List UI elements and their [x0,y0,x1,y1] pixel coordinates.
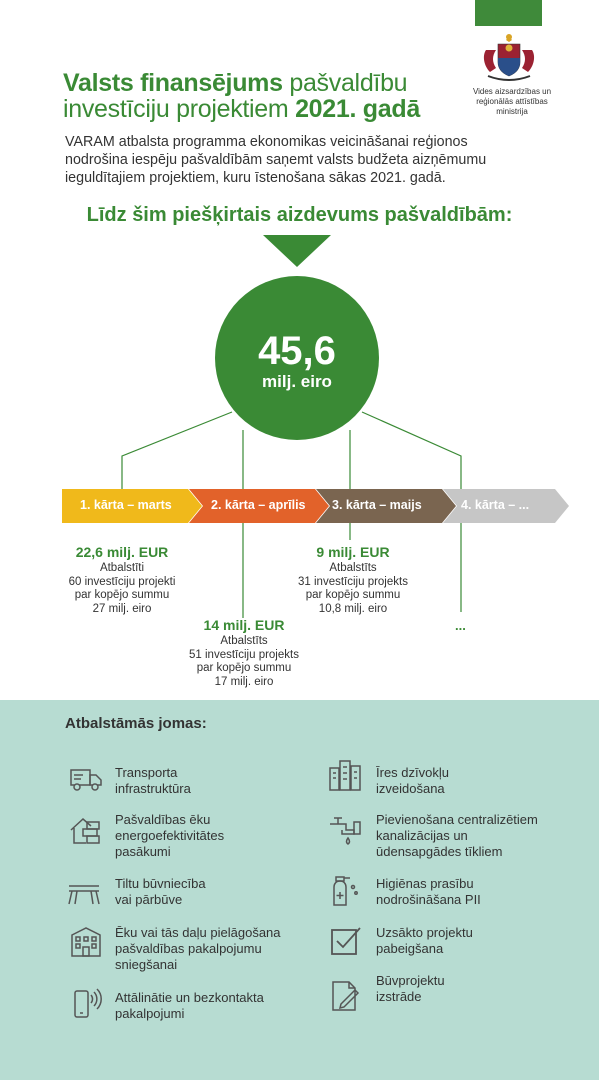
loan-heading: Līdz šim piešķirtais aizdevums pašvaldībām: [86,204,513,226]
document-pencil-icon [329,978,363,1012]
round-1-label: 1. kārta – marts [80,498,172,512]
area-completion-line-2: pabeigšana [376,941,444,956]
area-water-line-3: ūdensapgādes tīkliem [376,844,503,859]
area-water-line-1: Pievienošana centralizētiem [376,812,538,827]
area-completion-line-1: Uzsākto projektu [376,925,473,940]
area-design-line-2: izstrāde [376,989,422,1004]
round-3-desc-3: par kopējo summu [305,589,401,601]
area-transport-line-1: Transporta [115,765,178,780]
area-transport [115,765,191,797]
title-bold-2: 2021. gadā [295,95,420,123]
truck-icon [69,762,103,796]
area-design-line-1: Būvprojektu [376,973,445,988]
round-1-desc-4: 27 milj. eiro [92,602,152,615]
water-tap-icon [328,812,362,846]
area-rental-housing [376,765,449,797]
ministry-line-1: Vides aizsardzības un [472,87,552,96]
title-rest-2: investīciju projektiem [63,95,296,123]
area-building-line-3: sniegšanai [115,957,178,972]
area-bridges-line-1: Tiltu būvniecība [115,876,206,891]
ministry-line-2: reģionālās attīstības [476,97,548,106]
round-4-ellipsis: ... [455,618,466,633]
title-bold-1: Valsts finansējums [63,69,283,97]
round-2-details [164,617,324,689]
sanitizer-bottle-icon [328,873,362,907]
round-1-amount: 22,6 milj. EUR [75,544,169,560]
round-3-amount: 9 milj. EUR [316,544,390,560]
area-hygiene-line-1: Higiēnas prasību [376,876,474,891]
intro-line-2: nodrošina iespēju pašvaldībām saņemt valsts budžeta aizņēmumu [65,152,487,168]
area-building-line-1: Ēku vai tās daļu pielāgošana [115,925,281,940]
round-2-desc-1: Atbalstīts [220,635,268,647]
apartment-blocks-icon [328,758,362,792]
bridge-icon [67,874,101,908]
round-1-details [52,544,192,616]
round-3-desc-1: Atbalstīts [329,562,377,574]
area-remote-line-2: pakalpojumi [115,1006,185,1021]
area-hygiene [376,876,481,908]
house-insulation-icon [69,812,103,846]
area-energy-line-3: pasākumi [115,844,171,859]
round-2-desc-4: 17 milj. eiro [214,675,274,688]
area-building-line-2: pašvaldības pakalpojumu [115,941,262,956]
contactless-phone-icon [69,985,103,1019]
areas-title: Atbalstāmās jomas: [65,715,207,732]
checkbox-icon [329,924,363,958]
round-3-details [275,544,431,616]
area-rental-line-1: Īres dzīvokļu [376,765,449,780]
total-unit: milj. eiro [262,372,332,391]
round-1-desc-1: Atbalstīti [99,562,145,574]
round-2-desc-3: par kopējo summu [196,662,292,674]
title-rest-1: pašvaldību [282,69,408,97]
round-3-desc-4: 10,8 milj. eiro [318,602,388,615]
area-transport-line-2: infrastruktūra [115,781,191,796]
area-water-line-2: kanalizācijas un [376,828,468,843]
area-rental-line-2: izveidošana [376,781,445,796]
area-energy-efficiency [115,812,224,860]
building-icon [69,925,103,959]
area-energy-line-1: Pašvaldības ēku [115,812,211,827]
round-1-desc-2: 60 investīciju projekti [68,575,176,588]
ministry-line-3: ministrija [496,107,528,116]
round-2-desc-2: 51 investīciju projekts [189,648,299,661]
round-4-label: 4. kārta – ... [461,498,530,512]
area-energy-line-2: energoefektivitātes [115,828,225,843]
round-1-desc-3: par kopējo summu [74,589,170,601]
area-remote-services [115,990,264,1022]
round-3-label: 3. kārta – maijs [332,498,422,512]
total-value: 45,6 [258,329,336,373]
area-remote-line-1: Attālinātie un bezkontakta [115,990,264,1005]
intro-line-3: ieguldītajiem projektiem, kuru īstenošana sākas 2021. gadā. [65,170,446,186]
area-hygiene-line-2: nodrošināšana PII [376,892,481,907]
area-design [376,973,445,1005]
round-2-label: 2. kārta – aprīlis [211,498,306,512]
round-2-amount: 14 milj. EUR [203,617,285,633]
area-building-adaptation [115,925,281,973]
area-water-sewerage [376,812,538,860]
area-bridges-line-2: vai pārbūve [115,892,183,907]
area-bridges [115,876,206,908]
area-completion [376,925,473,957]
intro-line-1: VARAM atbalsta programma ekonomikas veicināšanai reģionos [65,134,468,150]
round-3-desc-2: 31 investīciju projekts [298,575,408,588]
